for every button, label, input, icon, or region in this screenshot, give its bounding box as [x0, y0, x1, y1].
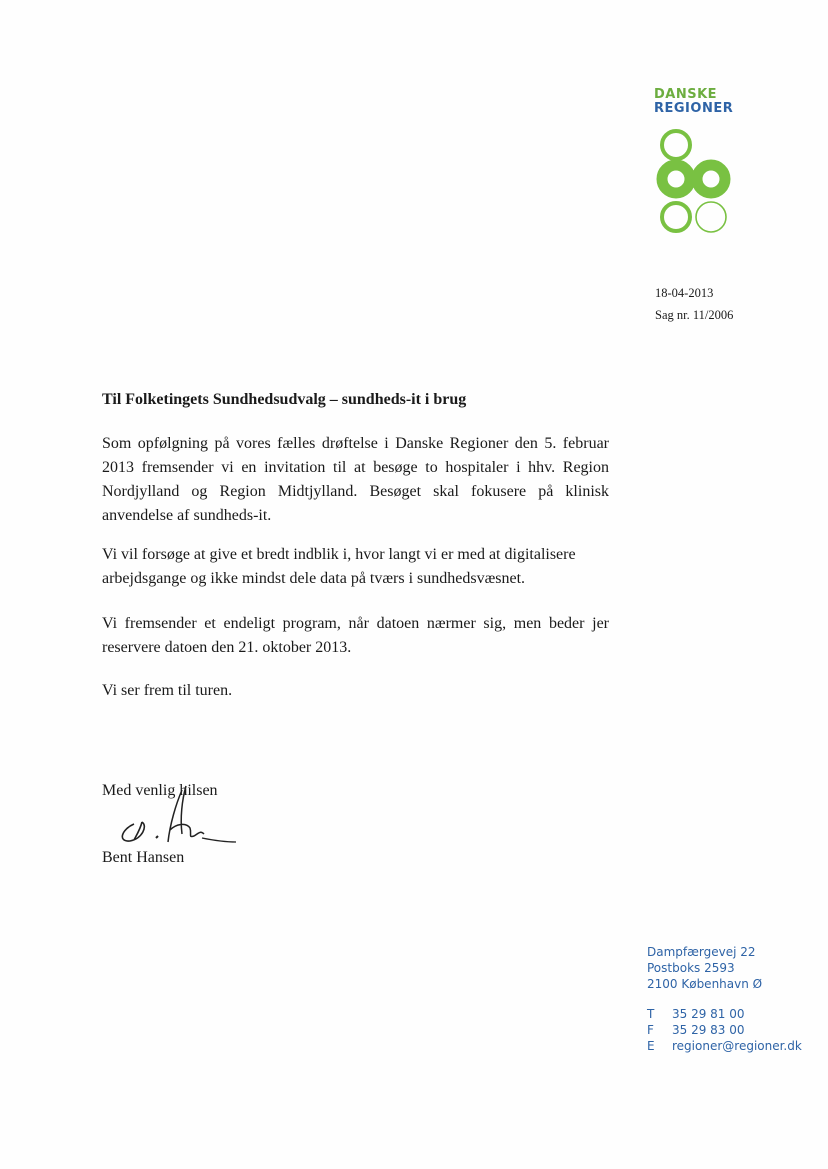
letter-subject: Til Folketingets Sundhedsudvalg – sundheds-it i brug — [102, 391, 467, 408]
logo-line-1: DANSKE — [654, 87, 718, 102]
closing-salutation: Med venlig hilsen — [102, 782, 218, 799]
paragraph-4: Vi ser frem til turen. — [102, 682, 233, 699]
signer-name: Bent Hansen — [102, 849, 185, 866]
phone-value: 35 29 81 00 — [672, 1007, 745, 1021]
danske-regioner-logo — [654, 88, 744, 116]
address-line: Postboks 2593 — [647, 961, 735, 975]
fax-row — [647, 1022, 802, 1038]
paragraph-1: Som opfølgning på vores fælles drøftelse i Danske Regioner den 5. februar 2013 fremsender vi en invitation til at besøge to hospitaler i hhv. Region Nordjylland og Region Midtjylland. Besøget skal fokusere på klinisk anvendelse af sundheds-it. — [102, 435, 609, 524]
paragraph-2: Vi vil forsøge at give et bredt indblik i, hvor langt vi er med at digitalisere arbejdsgange og ikke mindst dele data på tværs i sundhedsvæsnet. — [102, 546, 576, 587]
logo-rings-icon — [654, 128, 734, 238]
paragraph-3: Vi fremsender et endeligt program, når datoen nærmer sig, men beder jer reservere datoen den 21. oktober 2013. — [102, 615, 609, 656]
email-link[interactable]: regioner@regioner.dk — [672, 1039, 802, 1053]
address-line: 2100 København Ø — [647, 977, 763, 991]
footer-contacts — [647, 1006, 802, 1054]
email-label: E — [647, 1039, 655, 1053]
logo-line-2: REGIONER — [654, 101, 734, 116]
letter-date: 18-04-2013 — [655, 286, 714, 300]
address-line: Dampfærgevej 22 — [647, 945, 756, 959]
fax-label: F — [647, 1023, 654, 1037]
handwritten-signature — [112, 784, 242, 854]
footer-address — [647, 944, 762, 992]
email-row — [647, 1038, 802, 1054]
phone-label: T — [647, 1007, 655, 1021]
case-number: Sag nr. 11/2006 — [655, 308, 734, 322]
fax-value: 35 29 83 00 — [672, 1023, 745, 1037]
phone-row — [647, 1006, 802, 1022]
letter-meta — [655, 282, 733, 326]
